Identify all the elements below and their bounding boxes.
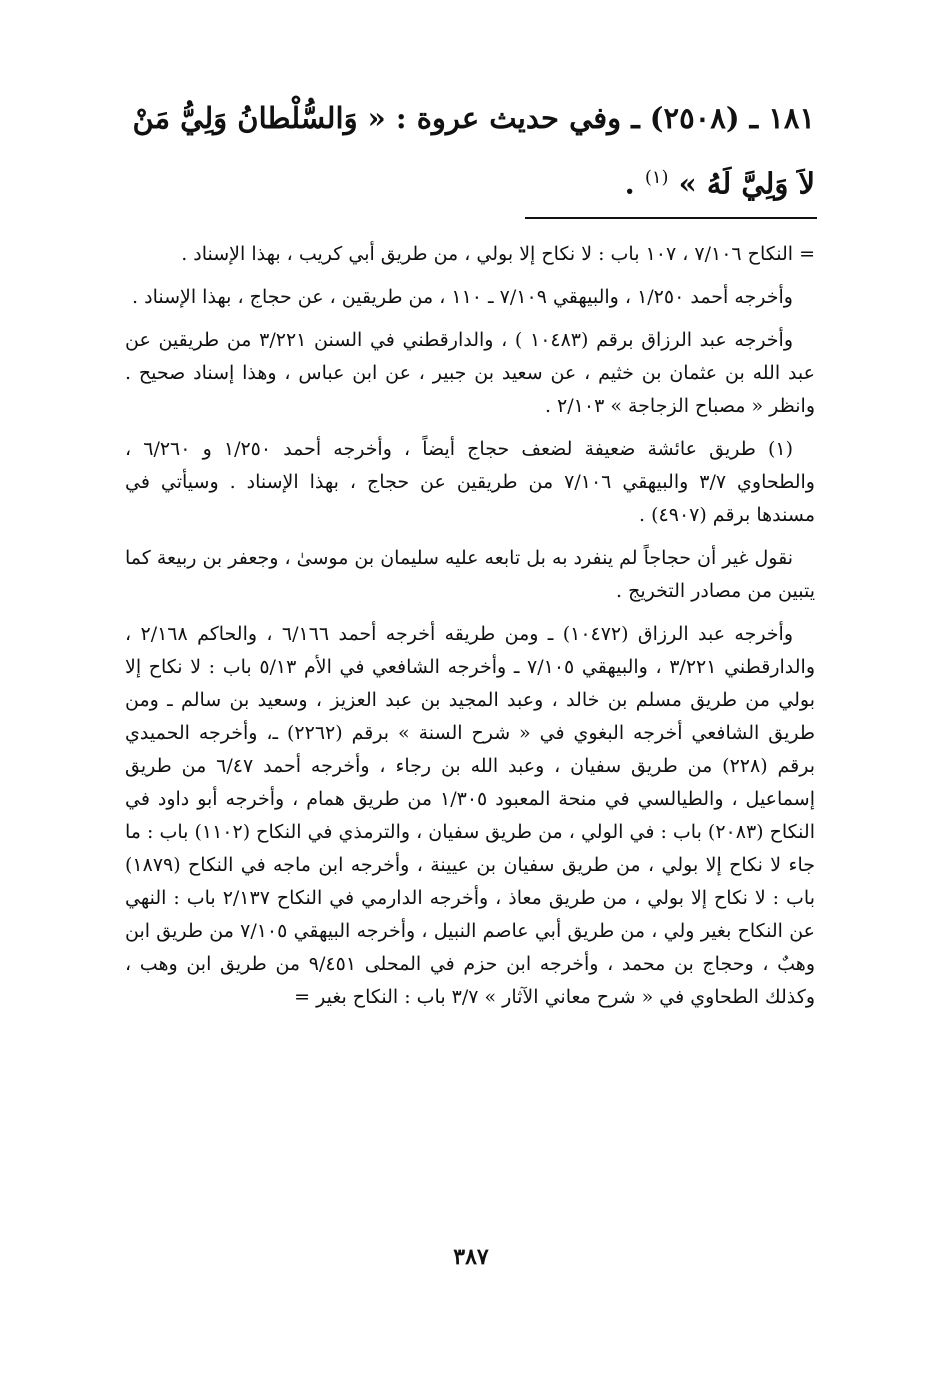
hadith-body: ١٨١ ـ (٢٥٠٨) ـ وفي حديث عروة : « وَالسُّلْطانُ وَلِيُّ مَنْ لاَ وَلِيَّ لَهُ » — [132, 101, 815, 201]
hadith-text — [125, 88, 815, 214]
footnote-paragraph: وأخرجه عبد الرزاق (١٠٤٧٢) ـ ومن طريقه أخرجه أحمد ٦/١٦٦ ، والحاكم ٢/١٦٨ ، والدارقطني ٣/٢٢١ ، والبيهقي ٧/١٠٥ ـ وأخرجه الشافعي في الأم ٥/١٣ باب : لا نكاح إلا بولي من طريق مسلم بن خالد ، وعبد المجيد بن عبد العزيز ، وسعيد بن سالم ـ ومن طريق الشافعي أخرجه البغوي في « شرح السنة » برقم (٢٢٦٢) ـ، وأخرجه الحميدي برقم (٢٢٨) من طريق سفيان ، وعبد الله بن رجاء ، وأخرجه أحمد ٦/٤٧ من طريق إسماعيل ، والطيالسي في منحة المعبود ١/٣٠٥ من طريق همام ، وأخرجه أبو داود في النكاح (٢٠٨٣) باب : في الولي ، من طريق سفيان ، والترمذي في النكاح (١١٠٢) باب : ما جاء لا نكاح إلا بولي ، من طريق سفيان بن عيينة ، وأخرجه ابن ماجه في النكاح (١٨٧٩) باب : لا نكاح إلا بولي ، من طريق معاذ ، وأخرجه الدارمي في النكاح ٢/١٣٧ باب : النهي عن النكاح بغير ولي ، من طريق أبي عاصم النبيل ، وأخرجه البيهقي ٧/١٠٥ من طريق ابن وهبٌ ، وحجاج بن محمد ، وأخرجه ابن حزم في المحلى ٩/٤٥١ من طريق ابن وهب ، وكذلك الطحاوي في « شرح معاني الآثار » ٣/٧ باب : النكاح بغير = — [125, 623, 816, 1008]
footnote-paragraph: وأخرجه عبد الرزاق برقم (١٠٤٨٣ ) ، والدارقطني في السنن ٣/٢٢١ من طريقين عن عبد الله بن عثمان بن خثيم ، عن سعيد بن جبير ، عن ابن عباس ، وهذا إسناد صحيح . وانظر « مصباح الزجاجة » ٢/١٠٣ . — [125, 329, 815, 417]
footnote-paragraph: = النكاح ٧/١٠٦ ، ١٠٧ باب : لا نكاح إلا بولي ، من طريق أبي كريب ، بهذا الإسناد . — [181, 243, 815, 265]
footnote-reference: (١) — [644, 167, 669, 188]
footnote-paragraph: وأخرجه أحمد ١/٢٥٠ ، والبيهقي ٧/١٠٩ ـ ١١٠ ، من طريقين ، عن حجاج ، بهذا الإسناد . — [132, 286, 793, 308]
page-number: ٣٨٧ — [453, 1244, 489, 1270]
hadith-tail: . — [624, 166, 645, 201]
footnote-paragraph: (١) طريق عائشة ضعيفة لضعف حجاج أيضاً ، وأخرجه أحمد ١/٢٥٠ و ٦/٢٦٠ ، والطحاوي ٣/٧ والبيهقي ٧/١٠٦ من طريقين عن حجاج ، بهذا الإسناد . وسيأتي في مسندها برقم (٤٩٠٧) . — [125, 438, 815, 526]
footnote-separator — [525, 217, 817, 219]
footnote-paragraph: نقول غير أن حجاجاً لم ينفرد به بل تابعه عليه سليمان بن موسىٰ ، وجعفر بن ربيعة كما يتبين من مصادر التخريج . — [125, 547, 815, 602]
footnotes — [125, 238, 815, 1024]
